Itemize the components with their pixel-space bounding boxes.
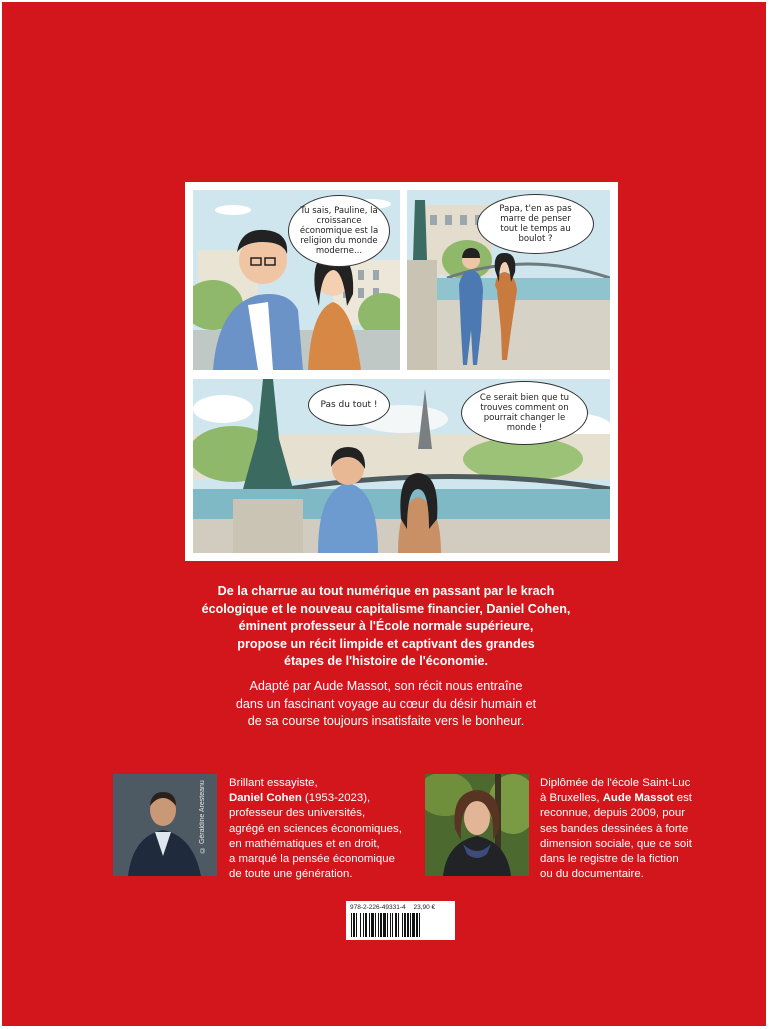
- comic-panel-2: [407, 190, 610, 370]
- blurb-line: De la charrue au tout numérique en passant par le krach: [217, 584, 555, 598]
- speech-bubble: Papa, t'en as pas marre de penser tout le temps au boulot ?: [477, 194, 594, 254]
- blurb-adaptation: [152, 678, 620, 731]
- price: 23,90 €: [413, 904, 436, 911]
- blurb-line: de sa course toujours insatisfaite vers le bonheur.: [247, 714, 525, 729]
- author-photo-aude-massot: [425, 774, 529, 876]
- blurb-line: éminent professeur à l'École normale supérieure,: [238, 619, 534, 634]
- author-name: Daniel Cohen: [229, 792, 302, 805]
- comic-strip: [185, 182, 618, 561]
- blurb-summary: [152, 583, 620, 671]
- isbn: 978-2-226-49331-4: [350, 904, 406, 911]
- blurb-line: Adapté par Aude Massot, son récit nous entraîne: [249, 678, 523, 693]
- photo-credit: © Géraldine Aresteanu: [199, 780, 206, 853]
- blurb-line: propose un récit limpide et captivant des grandes: [237, 636, 535, 651]
- author-bio-daniel-cohen: Brillant essayiste, Daniel Cohen (1953-2023), professeur des universités, agrégé en sciences économiques, en mathématiques et en droit, a marqué la pensée économique de toute une génération.: [229, 777, 402, 881]
- comic-panel-1: [193, 190, 400, 370]
- author-bio-aude-massot: Diplômée de l'école Saint-Luc à Bruxelles, Aude Massot est reconnue, depuis 2009, pour ses bandes dessinées à forte dimension sociale, que ce soit dans le registre de la fiction ou du documentaire.: [540, 777, 692, 881]
- portrait-illustration: [425, 774, 529, 876]
- barcode-text: [350, 904, 441, 911]
- author-photo-daniel-cohen: [113, 774, 217, 876]
- barcode-bars: [351, 913, 450, 937]
- back-cover-blurb: [152, 583, 620, 731]
- blurb-line: écologique et le nouveau capitalisme financier, Daniel Cohen,: [201, 601, 571, 616]
- speech-bubble: Ce serait bien que tu trouves comment on pourrait changer le monde !: [461, 381, 588, 445]
- blurb-line: dans un fascinant voyage au cœur du désir humain et: [235, 696, 537, 711]
- barcode-label: [346, 901, 455, 940]
- author-name: Aude Massot: [602, 792, 674, 805]
- speech-bubble: Tu sais, Pauline, la croissance économique est la religion du monde moderne...: [288, 195, 390, 267]
- blurb-line: étapes de l'histoire de l'économie.: [283, 654, 489, 669]
- speech-bubble: Pas du tout !: [308, 384, 390, 426]
- back-cover: [2, 2, 766, 1026]
- comic-panel-3: [193, 379, 610, 553]
